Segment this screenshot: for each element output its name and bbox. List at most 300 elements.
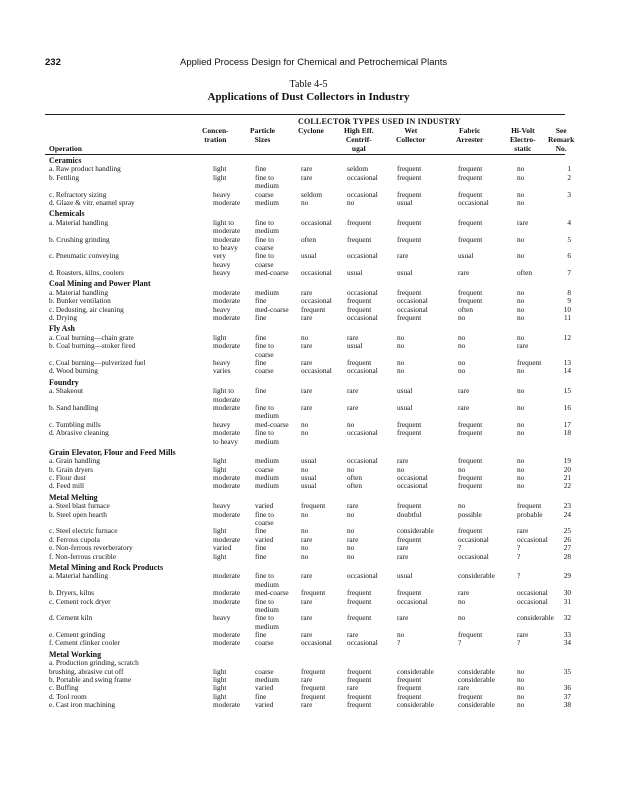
cell-particle-sizes: fine to: [255, 341, 274, 351]
cell-particle-sizes: coarse: [255, 349, 274, 359]
cell-concentration: light: [213, 332, 227, 342]
table-row: [45, 367, 575, 375]
cell-remark: 22: [563, 481, 571, 491]
cell-particle-sizes: fine: [255, 691, 267, 701]
cell-fabric: frequent: [458, 189, 483, 199]
cell-concentration: moderate: [213, 428, 241, 438]
cell-hi-volt: no: [517, 675, 525, 685]
cell-fabric: frequent: [458, 630, 483, 640]
cell-hi-volt: ?: [517, 551, 521, 561]
cell-fabric: no: [458, 341, 466, 351]
cell-particle-sizes: varied: [255, 700, 274, 710]
cell-remark: 15: [563, 386, 571, 396]
cell-remark: 7: [567, 268, 571, 278]
cell-concentration: heavy: [213, 419, 231, 429]
cell-remark: 8: [567, 287, 571, 297]
cell-cyclone: no: [301, 551, 309, 561]
book-title: Applied Process Design for Chemical and Petrochemical Plants: [180, 57, 448, 68]
cell-concentration: moderate: [213, 638, 241, 648]
cell-remark: 26: [563, 534, 571, 544]
cell-hi-volt: no: [517, 366, 525, 376]
cell-concentration: heavy: [213, 259, 231, 269]
cell-operation: f. Non-ferrous crucible: [49, 551, 117, 561]
cell-cyclone: occasional: [301, 366, 332, 376]
table-row: [45, 544, 575, 552]
cell-wet: occasional: [397, 596, 428, 606]
cell-operation: b. Grain dryers: [49, 464, 93, 474]
table-row: [45, 199, 575, 207]
cell-concentration: light: [213, 172, 227, 182]
cell-cyclone: often: [301, 234, 316, 244]
cell-concentration: moderate: [213, 296, 241, 306]
table-row: [45, 482, 575, 490]
cell-cyclone: occasional: [301, 217, 332, 227]
cell-wet: frequent: [397, 234, 422, 244]
cell-cyclone: rare: [301, 386, 313, 396]
cell-wet: frequent: [397, 675, 422, 685]
cell-particle-sizes: fine: [255, 357, 267, 367]
section-title: Foundry: [49, 377, 79, 387]
cell-cyclone: rare: [301, 613, 313, 623]
cell-hi-volt: no: [517, 304, 525, 314]
table-row: [45, 314, 575, 322]
cell-cyclone: no: [301, 543, 309, 553]
cell-remark: 32: [563, 613, 571, 623]
cell-high-eff: occasional: [347, 456, 378, 466]
cell-hi-volt: no: [517, 700, 525, 710]
table-label: Table 4-5: [289, 79, 328, 90]
table-row: [45, 639, 575, 647]
cell-operation: d. Ferrous cupola: [49, 534, 100, 544]
cell-operation: b. Portable and swing frame: [49, 675, 132, 685]
cell-high-eff: frequent: [347, 666, 372, 676]
cell-particle-sizes: medium: [255, 411, 279, 421]
cell-concentration: moderate: [213, 394, 241, 404]
cell-remark: 24: [563, 509, 571, 519]
cell-cyclone: no: [301, 464, 309, 474]
cell-hi-volt: no: [517, 481, 525, 491]
table-row: [45, 701, 575, 709]
cell-high-eff: occasional: [347, 571, 378, 581]
cell-wet: ?: [397, 638, 401, 648]
cell-operation: a. Material handling: [49, 287, 108, 297]
cell-hi-volt: frequent: [517, 357, 542, 367]
cell-wet: frequent: [397, 313, 422, 323]
cell-wet: usual: [397, 197, 413, 207]
cell-particle-sizes: fine to: [255, 571, 274, 581]
cell-fabric: frequent: [458, 481, 483, 491]
cell-wet: occasional: [397, 296, 428, 306]
cell-fabric: frequent: [458, 217, 483, 227]
cell-fabric: no: [458, 313, 466, 323]
cell-particle-sizes: coarse: [255, 518, 274, 528]
cell-particle-sizes: coarse: [255, 189, 274, 199]
col-header-wet: Wet Collector: [396, 126, 426, 144]
cell-hi-volt: no: [517, 197, 525, 207]
cell-fabric: possible: [458, 509, 482, 519]
cell-operation: a. Material handling: [49, 217, 108, 227]
cell-wet: usual: [397, 386, 413, 396]
cell-fabric: frequent: [458, 287, 483, 297]
cell-high-eff: frequent: [347, 234, 372, 244]
cell-remark: 31: [563, 596, 571, 606]
cell-hi-volt: rare: [517, 526, 529, 536]
cell-hi-volt: no: [517, 386, 525, 396]
cell-hi-volt: no: [517, 172, 525, 182]
cell-hi-volt: no: [517, 428, 525, 438]
cell-particle-sizes: varied: [255, 534, 274, 544]
cell-cyclone: rare: [301, 172, 313, 182]
cell-cyclone: rare: [301, 357, 313, 367]
cell-cyclone: frequent: [301, 501, 326, 511]
table-top-rule: [45, 114, 565, 115]
cell-concentration: moderate: [213, 226, 241, 236]
cell-remark: 4: [567, 217, 571, 227]
cell-concentration: light: [213, 526, 227, 536]
table-row: [45, 429, 575, 437]
cell-particle-sizes: fine: [255, 296, 267, 306]
cell-cyclone: rare: [301, 571, 313, 581]
cell-hi-volt: rare: [517, 630, 529, 640]
cell-cyclone: no: [301, 332, 309, 342]
cell-particle-sizes: med-coarse: [255, 268, 289, 278]
table-row: [45, 572, 575, 580]
collector-types-header: COLLECTOR TYPES USED IN INDUSTRY: [298, 117, 461, 126]
cell-concentration: heavy: [213, 613, 231, 623]
cell-concentration: light: [213, 456, 227, 466]
table-row: [45, 598, 575, 606]
cell-operation: c. Steel electric furnace: [49, 526, 118, 536]
cell-remark: 14: [563, 366, 571, 376]
cell-hi-volt: no: [517, 691, 525, 701]
cell-high-eff: frequent: [347, 304, 372, 314]
cell-remark: 3: [567, 189, 571, 199]
cell-high-eff: occasional: [347, 172, 378, 182]
cell-hi-volt: no: [517, 296, 525, 306]
cell-fabric: considerable: [458, 675, 495, 685]
cell-operation: b. Sand handling: [49, 402, 99, 412]
cell-high-eff: no: [347, 543, 355, 553]
cell-particle-sizes: medium: [255, 226, 279, 236]
cell-high-eff: rare: [347, 386, 359, 396]
cell-concentration: moderate: [213, 509, 241, 519]
section-title: Ceramics: [49, 156, 82, 165]
cell-high-eff: usual: [347, 268, 363, 278]
cell-high-eff: rare: [347, 332, 359, 342]
col-header-fabric: Fabric Arrester: [456, 126, 484, 144]
cell-high-eff: no: [347, 419, 355, 429]
cell-remark: 37: [563, 691, 571, 701]
cell-particle-sizes: medium: [255, 456, 279, 466]
cell-concentration: moderate: [213, 534, 241, 544]
cell-particle-sizes: medium: [255, 621, 279, 631]
table-header-rule: [45, 154, 565, 155]
cell-cyclone: frequent: [301, 588, 326, 598]
cell-hi-volt: no: [517, 473, 525, 483]
cell-cyclone: rare: [301, 164, 313, 174]
section-title: Fly Ash: [49, 324, 76, 334]
cell-hi-volt: no: [517, 402, 525, 412]
cell-particle-sizes: medium: [255, 197, 279, 207]
section-title: Grain Elevator, Flour and Feed Mills: [49, 447, 176, 457]
cell-high-eff: rare: [347, 683, 359, 693]
cell-cyclone: usual: [301, 456, 317, 466]
cell-high-eff: no: [347, 551, 355, 561]
cell-hi-volt: no: [517, 287, 525, 297]
cell-fabric: no: [458, 613, 466, 623]
cell-concentration: heavy: [213, 357, 231, 367]
cell-fabric: ?: [458, 543, 462, 553]
cell-particle-sizes: med-coarse: [255, 419, 289, 429]
cell-fabric: often: [458, 304, 473, 314]
cell-particle-sizes: fine to: [255, 613, 274, 623]
cell-fabric: no: [458, 501, 466, 511]
cell-hi-volt: no: [517, 234, 525, 244]
cell-wet: considerable: [397, 526, 434, 536]
cell-cyclone: no: [301, 197, 309, 207]
cell-wet: considerable: [397, 700, 434, 710]
table-row: [45, 502, 575, 510]
cell-high-eff: no: [347, 509, 355, 519]
cell-concentration: light: [213, 666, 227, 676]
cell-fabric: rare: [458, 268, 470, 278]
cell-remark: 36: [563, 683, 571, 693]
cell-operation: c. Tumbling mills: [49, 419, 101, 429]
cell-particle-sizes: coarse: [255, 666, 274, 676]
cell-high-eff: occasional: [347, 251, 378, 261]
cell-hi-volt: occasional: [517, 534, 548, 544]
section-title: Coal Mining and Power Plant: [49, 279, 151, 289]
cell-particle-sizes: medium: [255, 675, 279, 685]
cell-high-eff: seldom: [347, 164, 369, 174]
cell-operation: e. Cement grinding: [49, 630, 106, 640]
cell-remark: 18: [563, 428, 571, 438]
cell-operation: b. Coal burning—stoker fired: [49, 341, 136, 351]
cell-high-eff: occasional: [347, 313, 378, 323]
cell-fabric: rare: [458, 683, 470, 693]
cell-particle-sizes: medium: [255, 481, 279, 491]
cell-wet: frequent: [397, 588, 422, 598]
cell-operation: e. Non-ferrous reverberatory: [49, 543, 133, 553]
cell-operation: c. Buffing: [49, 683, 79, 693]
table-row: [45, 269, 575, 277]
cell-concentration: moderate: [213, 596, 241, 606]
cell-remark: 6: [567, 251, 571, 261]
cell-high-eff: frequent: [347, 700, 372, 710]
cell-hi-volt: occasional: [517, 596, 548, 606]
col-header-operation: Operation: [49, 144, 82, 153]
section-title: Chemicals: [49, 209, 85, 219]
page-number: 232: [45, 57, 61, 68]
cell-fabric: rare: [458, 386, 470, 396]
cell-fabric: ?: [458, 638, 462, 648]
cell-hi-volt: frequent: [517, 501, 542, 511]
cell-cyclone: rare: [301, 534, 313, 544]
section-title: Metal Melting: [49, 492, 98, 502]
cell-operation: f. Cement clinker cooler: [49, 638, 120, 648]
cell-fabric: frequent: [458, 456, 483, 466]
cell-hi-volt: occasional: [517, 588, 548, 598]
cell-operation: a. Steel blast furnace: [49, 501, 110, 511]
cell-remark: 38: [563, 700, 571, 710]
table-row: [45, 387, 575, 395]
table-row: [45, 614, 575, 622]
cell-concentration: heavy: [213, 501, 231, 511]
cell-cyclone: frequent: [301, 304, 326, 314]
cell-operation: a. Coal burning—chain grate: [49, 332, 134, 342]
cell-wet: occasional: [397, 481, 428, 491]
cell-wet: frequent: [397, 428, 422, 438]
cell-operation: a. Production grinding, scratch: [49, 658, 139, 668]
table-caption: Applications of Dust Collectors in Industry: [207, 91, 410, 103]
cell-remark: 34: [563, 638, 571, 648]
cell-fabric: usual: [458, 251, 474, 261]
cell-particle-sizes: med-coarse: [255, 304, 289, 314]
cell-cyclone: usual: [301, 473, 317, 483]
cell-fabric: rare: [458, 402, 470, 412]
cell-cyclone: no: [301, 419, 309, 429]
cell-concentration: moderate: [213, 197, 241, 207]
cell-wet: doubtful: [397, 509, 422, 519]
cell-operation: b. Steel open hearth: [49, 509, 107, 519]
cell-remark: 21: [563, 473, 571, 483]
cell-remark: 13: [563, 357, 571, 367]
cell-wet: no: [397, 357, 405, 367]
col-header-remark: See Remark No.: [548, 126, 575, 153]
cell-particle-sizes: fine to: [255, 402, 274, 412]
cell-cyclone: rare: [301, 596, 313, 606]
cell-fabric: no: [458, 464, 466, 474]
cell-operation: a. Shakeout: [49, 386, 84, 396]
cell-concentration: light: [213, 675, 227, 685]
cell-cyclone: occasional: [301, 296, 332, 306]
col-header-particle-sizes: Particle Sizes: [250, 126, 275, 144]
table-row: [45, 412, 575, 420]
cell-wet: frequent: [397, 217, 422, 227]
cell-operation: d. Drying: [49, 313, 77, 323]
cell-particle-sizes: fine to: [255, 217, 274, 227]
cell-fabric: no: [458, 332, 466, 342]
section-title: Metal Mining and Rock Products: [49, 562, 164, 572]
cell-cyclone: occasional: [301, 268, 332, 278]
table-row: [45, 342, 575, 350]
cell-remark: 33: [563, 630, 571, 640]
table-row: [45, 511, 575, 519]
cell-particle-sizes: fine: [255, 332, 267, 342]
cell-particle-sizes: fine: [255, 386, 267, 396]
cell-wet: frequent: [397, 172, 422, 182]
col-header-hi-volt: Hi-Volt Electro- static: [510, 126, 536, 153]
cell-particle-sizes: medium: [255, 436, 279, 446]
cell-particle-sizes: medium: [255, 287, 279, 297]
cell-particle-sizes: medium: [255, 604, 279, 614]
cell-hi-volt: no: [517, 251, 525, 261]
cell-cyclone: rare: [301, 341, 313, 351]
cell-operation: c. Pneumatic conveying: [49, 251, 119, 261]
cell-wet: rare: [397, 543, 409, 553]
cell-particle-sizes: fine: [255, 551, 267, 561]
cell-hi-volt: no: [517, 683, 525, 693]
cell-fabric: considerable: [458, 666, 495, 676]
cell-remark: 27: [563, 543, 571, 553]
cell-high-eff: frequent: [347, 691, 372, 701]
cell-wet: usual: [397, 268, 413, 278]
cell-remark: 1: [567, 164, 571, 174]
cell-fabric: no: [458, 366, 466, 376]
cell-particle-sizes: coarse: [255, 242, 274, 252]
table-row: [45, 519, 575, 527]
table-title-block: [0, 79, 617, 103]
cell-wet: no: [397, 630, 405, 640]
cell-operation: c. Cement rock dryer: [49, 596, 111, 606]
cell-cyclone: seldom: [301, 189, 323, 199]
cell-concentration: moderate: [213, 588, 241, 598]
cell-fabric: considerable: [458, 571, 495, 581]
cell-wet: frequent: [397, 419, 422, 429]
cell-particle-sizes: varied: [255, 501, 274, 511]
cell-wet: rare: [397, 251, 409, 261]
cell-high-eff: occasional: [347, 428, 378, 438]
cell-cyclone: rare: [301, 402, 313, 412]
cell-high-eff: occasional: [347, 366, 378, 376]
table-row: [45, 404, 575, 412]
cell-high-eff: no: [347, 464, 355, 474]
cell-operation: c. Flour dust: [49, 473, 86, 483]
cell-wet: rare: [397, 456, 409, 466]
cell-particle-sizes: coarse: [255, 366, 274, 376]
cell-wet: usual: [397, 571, 413, 581]
cell-cyclone: rare: [301, 287, 313, 297]
cell-high-eff: no: [347, 526, 355, 536]
cell-particle-sizes: coarse: [255, 638, 274, 648]
cell-hi-volt: no: [517, 189, 525, 199]
cell-concentration: heavy: [213, 189, 231, 199]
cell-fabric: frequent: [458, 473, 483, 483]
cell-fabric: frequent: [458, 164, 483, 174]
cell-concentration: heavy: [213, 304, 231, 314]
cell-hi-volt: often: [517, 268, 532, 278]
cell-high-eff: often: [347, 481, 362, 491]
cell-high-eff: rare: [347, 402, 359, 412]
cell-fabric: frequent: [458, 234, 483, 244]
cell-hi-volt: no: [517, 419, 525, 429]
cell-particle-sizes: fine to: [255, 428, 274, 438]
cell-hi-volt: rare: [517, 217, 529, 227]
table-row: [45, 236, 575, 244]
cell-wet: rare: [397, 613, 409, 623]
cell-concentration: moderate: [213, 287, 241, 297]
cell-concentration: light: [213, 551, 227, 561]
cell-high-eff: no: [347, 197, 355, 207]
cell-fabric: frequent: [458, 428, 483, 438]
cell-concentration: heavy: [213, 268, 231, 278]
cell-remark: 30: [563, 588, 571, 598]
cell-fabric: no: [458, 357, 466, 367]
cell-concentration: moderate: [213, 473, 241, 483]
cell-hi-volt: no: [517, 456, 525, 466]
cell-cyclone: frequent: [301, 691, 326, 701]
cell-operation: b. Crushing grinding: [49, 234, 110, 244]
cell-high-eff: frequent: [347, 613, 372, 623]
cell-wet: usual: [397, 402, 413, 412]
cell-hi-volt: considerable: [517, 613, 554, 623]
cell-hi-volt: no: [517, 332, 525, 342]
cell-wet: frequent: [397, 534, 422, 544]
cell-wet: frequent: [397, 189, 422, 199]
cell-wet: frequent: [397, 501, 422, 511]
cell-fabric: occasional: [458, 197, 489, 207]
cell-hi-volt: ?: [517, 638, 521, 648]
